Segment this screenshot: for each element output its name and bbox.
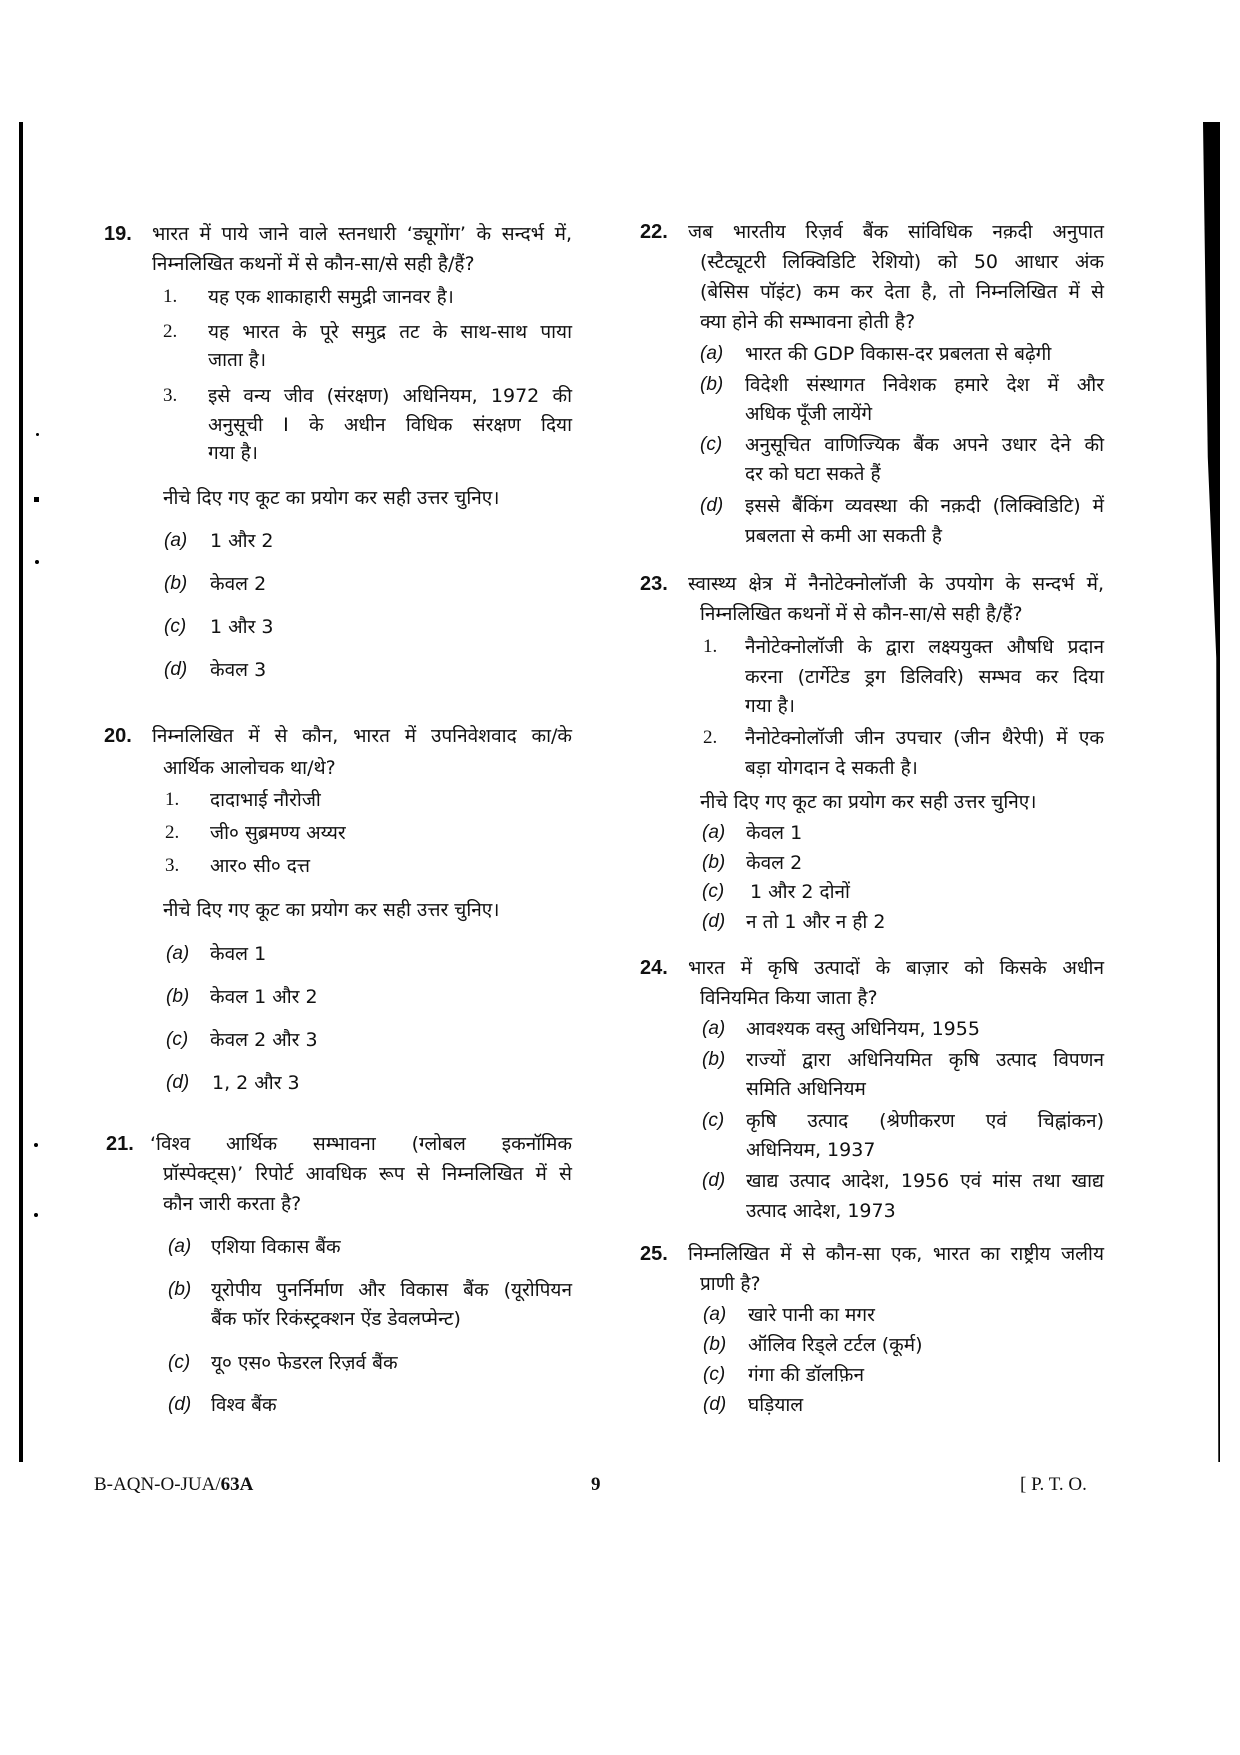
question-number: 19. [104,223,132,245]
statement-text: यह भारत के पूरे समुद्र तट के साथ-साथ पाया [208,321,572,343]
option-label: (c) [166,1029,189,1050]
option-label: (d) [168,1394,192,1415]
statement-text: बड़ा योगदान दे सकती है। [745,757,918,779]
option-text: घड़ियाल [748,1394,804,1416]
option-text: अधिक पूँजी लायेंगे [745,403,873,425]
question-number: 20. [104,725,132,747]
question-stem-line: प्रॉस्पेक्ट्स)’ रिपोर्ट आवधिक रूप से निम्नलिखित में से [163,1163,572,1185]
option-text: केवल 2 [210,573,267,595]
statement-text: गया है। [208,442,258,464]
option-text: विदेशी संस्थागत निवेशक हमारे देश में और [745,374,1104,396]
question-number: 25. [640,1243,668,1265]
statement-text: जाता है। [208,349,267,371]
option-text: केवल 2 [746,852,803,874]
answer-instruction: नीचे दिए गए कूट का प्रयोग कर सही उत्तर चुनिए। [700,791,1037,813]
question-stem-line: निम्नलिखित में से कौन-सा एक, भारत का राष्ट्रीय जलीय [688,1243,1104,1265]
option-label: (a) [702,1018,726,1039]
option-text: 1 और 2 दोनों [750,881,850,903]
option-text: अधिनियम, 1937 [746,1139,876,1161]
question-stem-line: (बेसिस पॉइंट) कम कर देता है, तो निम्नलिखित में से [700,281,1104,303]
option-label: (b) [702,1049,726,1070]
option-label: (b) [702,852,726,873]
question-stem-line: भारत में पाये जाने वाले स्तनधारी ‘ड्यूगोंग’ के सन्दर्भ में, [152,223,572,245]
option-text: राज्यों द्वारा अधिनियमित कृषि उत्पाद विपणन [746,1049,1104,1071]
scan-speck [35,560,39,564]
option-label: (a) [168,1236,192,1257]
statement-text: करना (टार्गेटेड ड्रग डिलिवरि) सम्भव कर दिया [745,666,1104,688]
statement-number: 1. [165,789,180,810]
option-label: (d) [703,1394,727,1415]
option-label: (d) [164,659,188,680]
option-label: (d) [702,1170,726,1191]
option-label: (d) [166,1072,190,1093]
question-stem-line: प्राणी है? [700,1273,761,1295]
question-stem-line: स्वास्थ्य क्षेत्र में नैनोटेक्नोलॉजी के उपयोग के सन्दर्भ में, [688,573,1104,595]
option-text: प्रबलता से कमी आ सकती है [745,525,942,547]
statement-number: 2. [163,321,178,342]
statement-text: यह एक शाकाहारी समुद्री जानवर है। [208,286,454,308]
question-stem-line: निम्नलिखित में से कौन, भारत में उपनिवेशवाद का/के [152,725,572,747]
option-text: केवल 1 [746,822,803,844]
question-number: 24. [640,957,668,979]
option-label: (d) [702,911,726,932]
statement-text: जी० सुब्रमण्य अय्यर [210,822,346,844]
question-stem-line: क्या होने की सम्भावना होती है? [700,311,916,333]
answer-instruction: नीचे दिए गए कूट का प्रयोग कर सही उत्तर चुनिए। [163,487,500,509]
option-text: केवल 2 और 3 [210,1029,318,1051]
option-text: केवल 1 और 2 [210,986,318,1008]
question-stem-line: भारत में कृषि उत्पादों के बाज़ार को किसके अधीन [688,957,1104,979]
option-text: 1 और 3 [210,616,274,638]
option-label: (b) [166,986,190,1007]
option-text: ऑलिव रिड्ले टर्टल (कूर्म) [748,1334,923,1356]
option-label: (b) [703,1334,727,1355]
question-stem-line: निम्नलिखित कथनों में से कौन-सा/से सही है/हैं? [700,603,1023,625]
question-number: 22. [640,221,668,243]
option-label: (a) [700,343,724,364]
question-stem-line: जब भारतीय रिज़र्व बैंक सांविधिक नक़दी अनुपात [688,221,1104,243]
left-margin-rule [19,122,23,1462]
booklet-code-prefix: B-AQN-O-JUA/ [94,1474,221,1495]
statement-number: 3. [165,855,180,876]
scan-speck [34,497,39,502]
question-number: 23. [640,573,668,595]
option-label: (c) [700,434,723,455]
option-label: (c) [168,1352,191,1373]
question-number: 21. [106,1133,134,1155]
right-margin-rule [1203,122,1220,1462]
statement-number: 2. [165,822,180,843]
question-stem-line: विनियमित किया जाता है? [700,987,878,1009]
option-text: इससे बैंकिंग व्यवस्था की नक़दी (लिक्विडिटि) में [745,495,1104,517]
option-label: (a) [702,822,726,843]
scan-speck [36,433,39,436]
option-text: यू० एस० फेडरल रिज़र्व बैंक [211,1352,398,1374]
pto-note: [ P. T. O. [1020,1474,1087,1495]
option-text: 1, 2 और 3 [212,1072,300,1094]
option-text: उत्पाद आदेश, 1973 [746,1200,896,1222]
option-label: (c) [702,1110,725,1131]
question-stem-line: कौन जारी करता है? [163,1193,302,1215]
question-stem-line: आर्थिक आलोचक था/थे? [163,757,336,779]
statement-number: 3. [163,385,178,406]
question-stem-line: निम्नलिखित कथनों में से कौन-सा/से सही है/हैं? [152,253,475,275]
option-text: कृषि उत्पाद (श्रेणीकरण एवं चिह्नांकन) [746,1110,1104,1132]
option-text: केवल 1 [210,943,267,965]
option-text: आवश्यक वस्तु अधिनियम, 1955 [746,1018,980,1040]
scan-speck [34,1213,38,1217]
option-text: दर को घटा सकते हैं [745,463,881,485]
scan-speck [34,1143,38,1147]
booklet-code-series: 63A [220,1474,254,1495]
statement-number: 1. [163,286,178,307]
statement-text: दादाभाई नौरोजी [210,789,321,811]
option-text: केवल 3 [210,659,267,681]
statement-text: गया है। [745,695,795,717]
question-stem-line: (स्टैट्यूटरी लिक्विडिटि रेशियो) को 50 आधार अंक [700,251,1104,273]
question-stem-line: ‘विश्व आर्थिक सम्भावना (ग्लोबल इकनॉमिक [150,1133,572,1155]
option-text: भारत की GDP विकास-दर प्रबलता से बढ़ेगी [745,343,1052,365]
option-text: 1 और 2 [210,530,274,552]
statement-text: आर० सी० दत्त [210,855,311,877]
option-text: खाद्य उत्पाद आदेश, 1956 एवं मांस तथा खाद्य [746,1170,1104,1192]
option-text: न तो 1 और न ही 2 [746,911,886,933]
option-label: (c) [164,616,187,637]
option-text: एशिया विकास बैंक [211,1236,341,1258]
option-label: (c) [702,881,725,902]
option-label: (b) [168,1279,192,1300]
option-label: (a) [703,1304,727,1325]
option-text: विश्व बैंक [211,1394,277,1416]
option-text: समिति अधिनियम [746,1078,866,1100]
option-text: बैंक फॉर रिकंस्ट्रक्शन ऐंड डेवलप्मेन्ट) [211,1308,461,1330]
booklet-code [94,1473,253,1497]
statement-number: 2. [703,727,718,748]
statement-text: इसे वन्य जीव (संरक्षण) अधिनियम, 1972 की [208,385,572,407]
option-text: यूरोपीय पुनर्निर्माण और विकास बैंक (यूरोपियन [211,1279,572,1301]
option-label: (c) [703,1364,726,1385]
option-label: (a) [164,530,188,551]
page-number: 9 [591,1474,601,1495]
option-text: गंगा की डॉलफ़िन [748,1364,864,1386]
option-label: (b) [700,374,724,395]
option-label: (b) [164,573,188,594]
statement-text: अनुसूची I के अधीन विधिक संरक्षण दिया [208,414,572,436]
statement-number: 1. [703,636,718,657]
statement-text: नैनोटेक्नोलॉजी जीन उपचार (जीन थैरेपी) में एक [745,727,1104,749]
option-text: अनुसूचित वाणिज्यिक बैंक अपने उधार देने की [745,434,1104,456]
option-label: (d) [700,495,724,516]
statement-text: नैनोटेक्नोलॉजी के द्वारा लक्ष्ययुक्त औषधि प्रदान [745,636,1104,658]
answer-instruction: नीचे दिए गए कूट का प्रयोग कर सही उत्तर चुनिए। [163,899,500,921]
option-text: खारे पानी का मगर [748,1304,875,1326]
option-label: (a) [166,943,190,964]
